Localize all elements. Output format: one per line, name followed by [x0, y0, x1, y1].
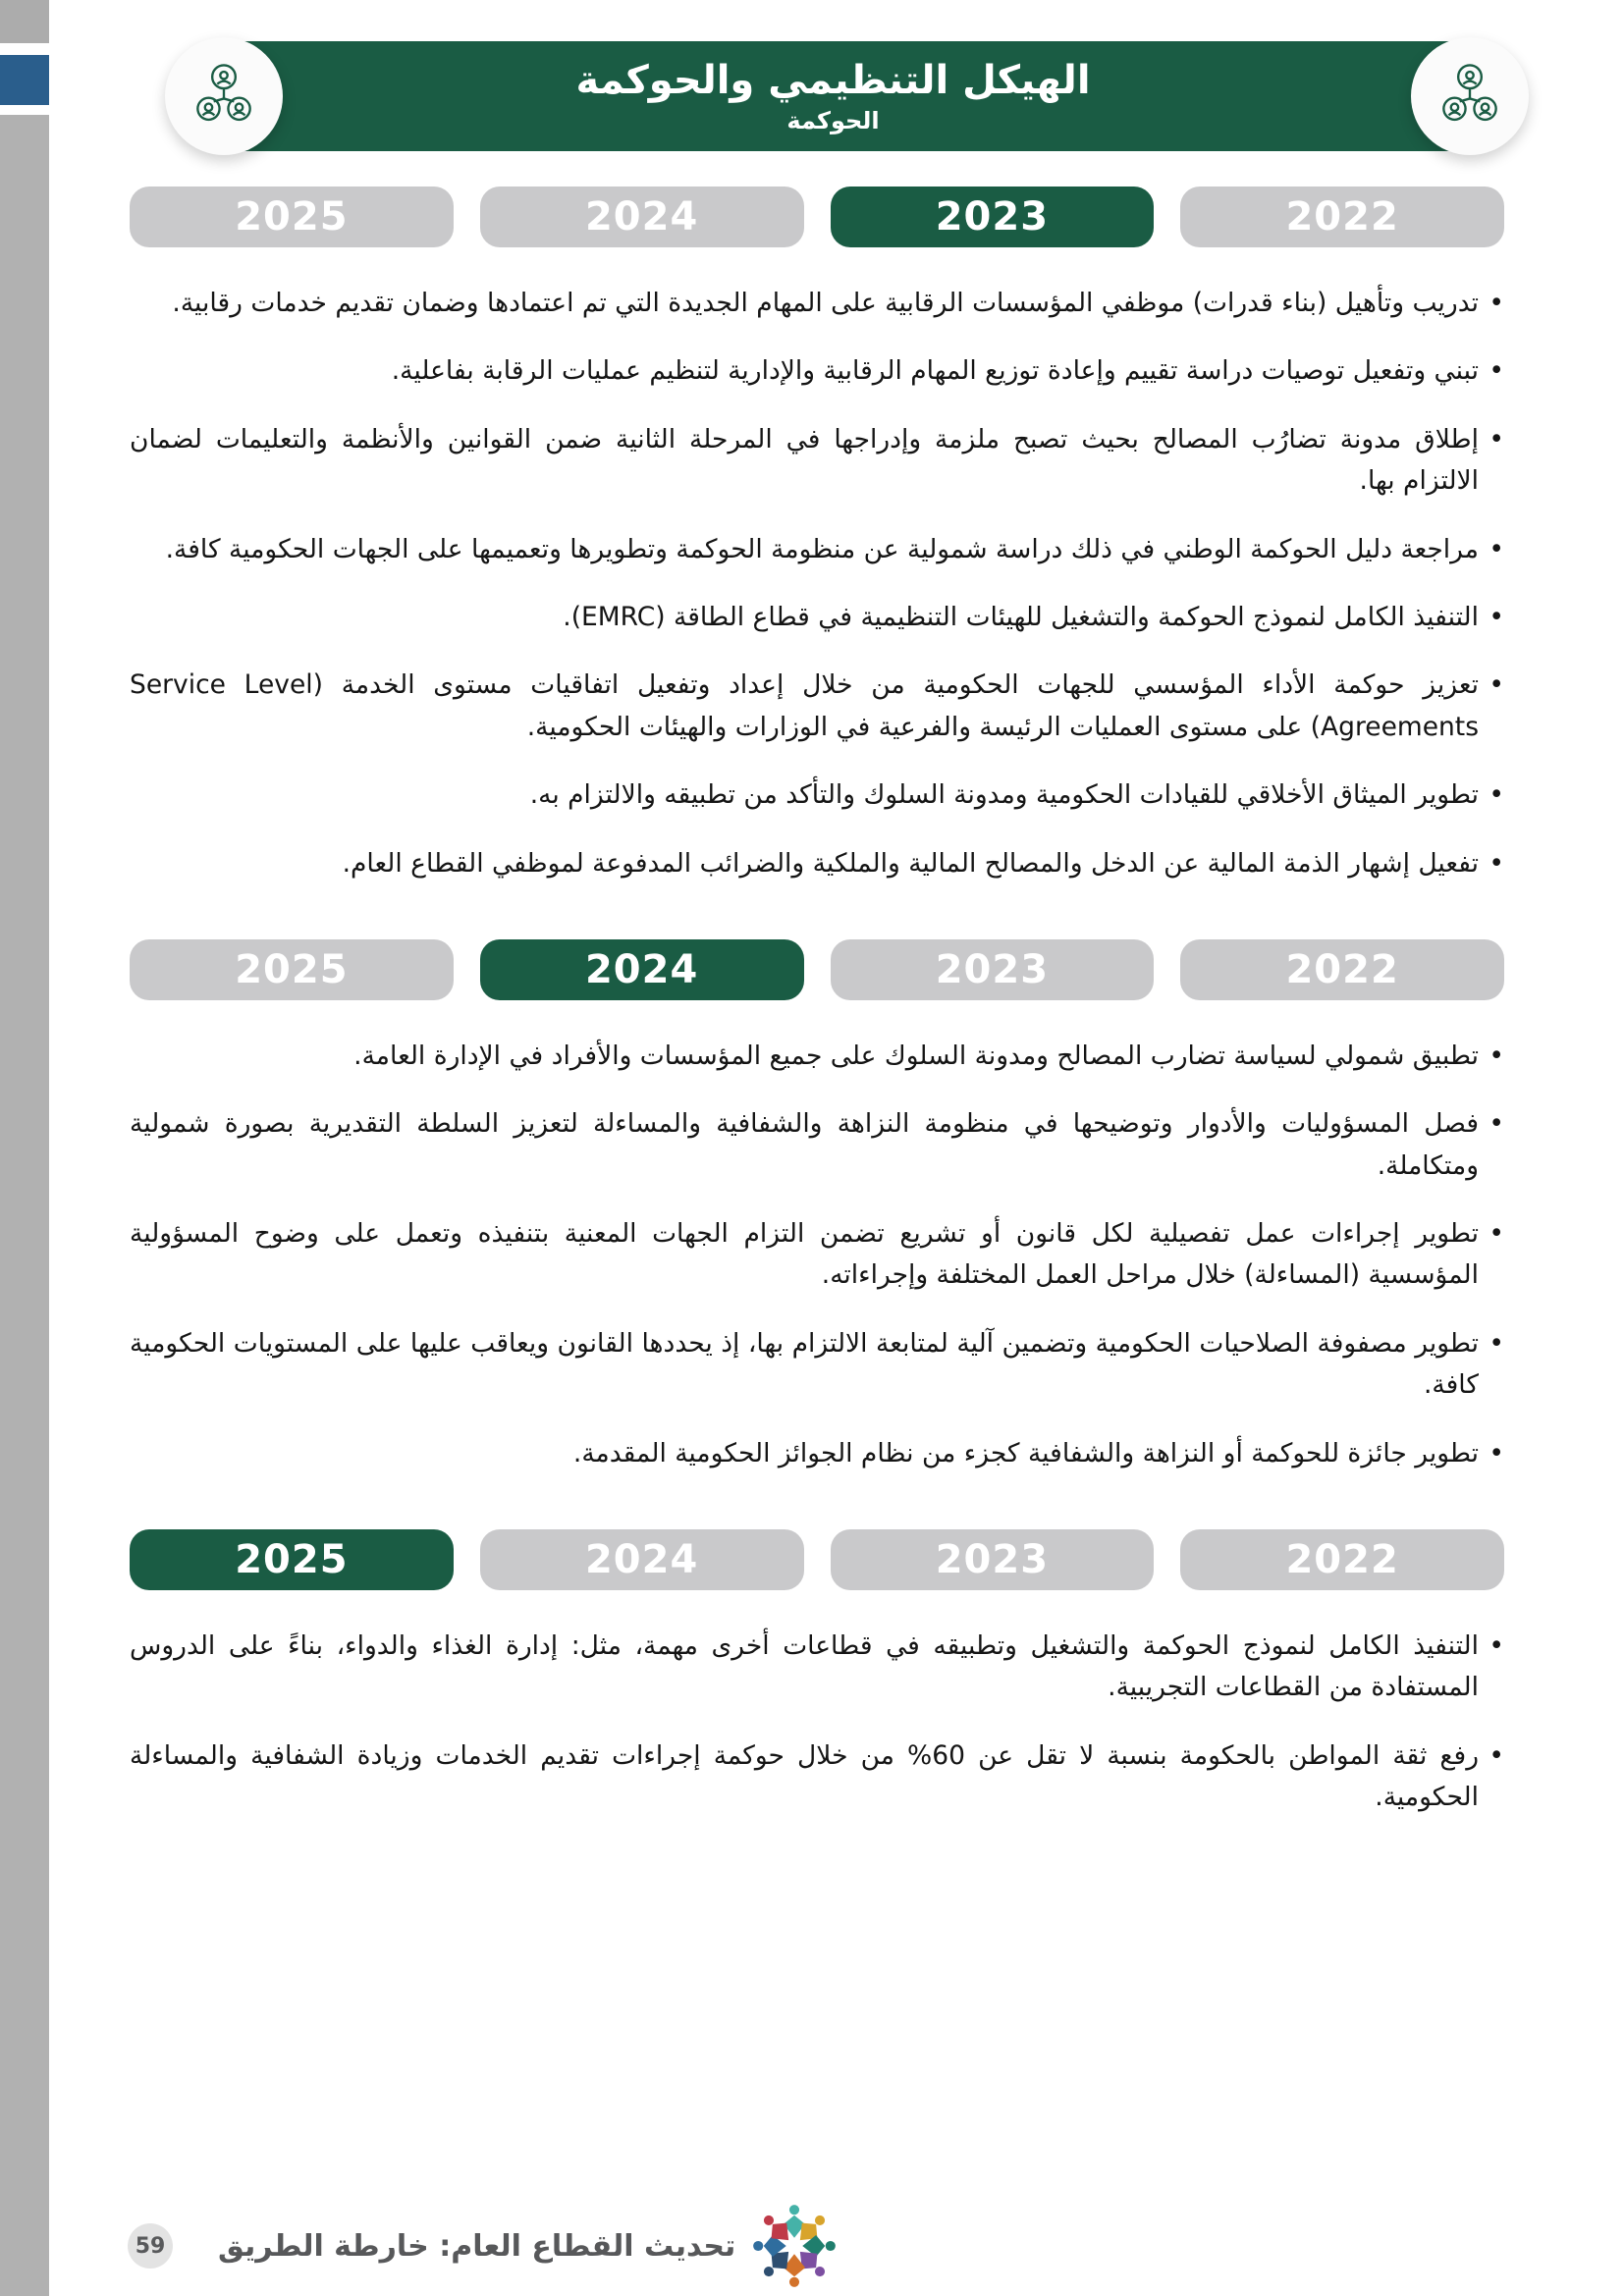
- bullet-list-2023: [130, 283, 1504, 884]
- bullet-text: رفع ثقة المواطن بالحكومة بنسبة لا تقل عن 60% من خلال حوكمة إجراءات تقديم الخدمات وزيادة الشفافية والمساءلة الحكومية.: [130, 1739, 1479, 1813]
- bullet-text: تفعيل إشهار الذمة المالية عن الدخل والمصالح المالية والملكية والضرائب المدفوعة لموظفي القطاع العام.: [342, 847, 1479, 879]
- title-banner: [201, 41, 1465, 151]
- bullet-text: تطوير جائزة للحوكمة أو النزاهة والشفافية كجزء من نظام الجوائز الحكومية المقدمة.: [572, 1437, 1479, 1468]
- year-pill-2024: 2024: [480, 1529, 804, 1590]
- year-pill-2022: 2022: [1180, 1529, 1504, 1590]
- bullet-text: تدريب وتأهيل (بناء قدرات) موظفي المؤسسات الرقابية على المهام الجديدة التي تم اعتمادها وضمان تقديم خدمات رقابية.: [172, 288, 1479, 318]
- header: [130, 0, 1504, 187]
- bullet-text: إطلاق مدونة تضارُب المصالح بحيث تصبح ملزمة وإدراجها في المرحلة الثانية ضمن القوانين والأنظمة والتعليمات لضمان الالتزام بها.: [130, 423, 1479, 497]
- timeline-2023: [130, 187, 1504, 247]
- footer-title: تحديث القطاع العام: خارطة الطريق: [218, 2228, 736, 2264]
- bullet-text: تطوير إجراءات عمل تفصيلية لكل قانون أو تشريع تضمن التزام الجهات المعنية بتنفيذه وتعمل على وضوح المسؤولية المؤسسية (المساءلة) خلال مراحل العمل المختلفة وإجراءاته.: [130, 1218, 1479, 1291]
- list-item: [130, 350, 1504, 392]
- year-pill-2023: 2023: [831, 1529, 1155, 1590]
- timeline-2024: [130, 939, 1504, 1000]
- bullet-text: تعزيز حوكمة الأداء المؤسسي للجهات الحكومية من خلال إعداد وتفعيل اتفاقيات مستوى الخدمة (Service Level Agreements) على مستوى العمليات الرئيسة والفرعية في الوزارات والهيئات الحكومية.: [130, 669, 1479, 742]
- header-badge-left: [1411, 37, 1529, 155]
- list-item: [130, 665, 1504, 748]
- sidebar-blue-square: [0, 55, 49, 105]
- sidebar-gray-square: [0, 0, 49, 43]
- page-number-badge: 59: [128, 2223, 173, 2269]
- list-item: [130, 1103, 1504, 1187]
- sidebar-rail: [0, 0, 49, 2296]
- bullet-text: التنفيذ الكامل لنموذج الحوكمة والتشغيل للهيئات التنظيمية في قطاع الطاقة (EMRC).: [563, 601, 1479, 632]
- year-pill-2024-active: 2024: [480, 939, 804, 1000]
- year-pill-2022: 2022: [1180, 187, 1504, 247]
- list-item: [130, 1433, 1504, 1474]
- list-item: [130, 843, 1504, 884]
- list-item: [130, 419, 1504, 503]
- people-star-logo-icon: [749, 2199, 839, 2293]
- bullet-list-2025: [130, 1626, 1504, 1819]
- list-item: [130, 283, 1504, 324]
- bullet-list-2024: [130, 1036, 1504, 1474]
- page-subtitle: الحوكمة: [786, 107, 880, 134]
- year-pill-2023-active: 2023: [831, 187, 1155, 247]
- bullet-text: التنفيذ الكامل لنموذج الحوكمة والتشغيل وتطبيقه في قطاعات أخرى مهمة، مثل: إدارة الغذاء والدواء، بناءً على الدروس المستفادة من القطاعات التجريبية.: [130, 1630, 1479, 1703]
- list-item: [130, 1735, 1504, 1819]
- year-pill-2025: 2025: [130, 187, 454, 247]
- list-item: [130, 1323, 1504, 1407]
- list-item: [130, 597, 1504, 638]
- org-chart-people-icon: [1434, 58, 1506, 134]
- list-item: [130, 1213, 1504, 1297]
- bullet-text: تطوير مصفوفة الصلاحيات الحكومية وتضمين آلية لمتابعة الالتزام بها، إذ يحددها القانون ويعاقب عليها على المستويات الحكومية كافة.: [130, 1327, 1479, 1401]
- sidebar-strip: [0, 115, 49, 2296]
- list-item: [130, 1626, 1504, 1709]
- footer: [128, 2199, 839, 2293]
- year-pill-2025: 2025: [130, 939, 454, 1000]
- list-item: [130, 529, 1504, 570]
- content-column: [130, 0, 1504, 1874]
- bullet-text: فصل المسؤوليات والأدوار وتوضيحها في منظومة النزاهة والشفافية والمساءلة لتعزيز السلطة التقديرية بصورة شمولية ومتكاملة.: [130, 1108, 1479, 1181]
- bullet-text: تطوير الميثاق الأخلاقي للقيادات الحكومية ومدونة السلوك والتأكد من تطبيقه والالتزام به.: [529, 779, 1479, 811]
- org-chart-people-icon: [188, 58, 260, 134]
- list-item: [130, 1036, 1504, 1077]
- year-pill-2023: 2023: [831, 939, 1155, 1000]
- bullet-text: تطبيق شمولي لسياسة تضارب المصالح ومدونة السلوك على جميع المؤسسات والأفراد في الإدارة العامة.: [353, 1040, 1479, 1071]
- header-badge-right: [165, 37, 283, 155]
- year-pill-2024: 2024: [480, 187, 804, 247]
- timeline-2025: [130, 1529, 1504, 1590]
- year-pill-2022: 2022: [1180, 939, 1504, 1000]
- list-item: [130, 774, 1504, 816]
- page-title: الهيكل التنظيمي والحوكمة: [575, 58, 1091, 103]
- bullet-text: تبني وتفعيل توصيات دراسة تقييم وإعادة توزيع المهام الرقابية والإدارية لتنظيم عمليات الرقابة بفاعلية.: [391, 355, 1479, 387]
- bullet-text: مراجعة دليل الحوكمة الوطني في ذلك دراسة شمولية عن منظومة الحوكمة وتطويرها وتعميمها على الجهات الحكومية كافة.: [165, 533, 1479, 564]
- year-pill-2025-active: 2025: [130, 1529, 454, 1590]
